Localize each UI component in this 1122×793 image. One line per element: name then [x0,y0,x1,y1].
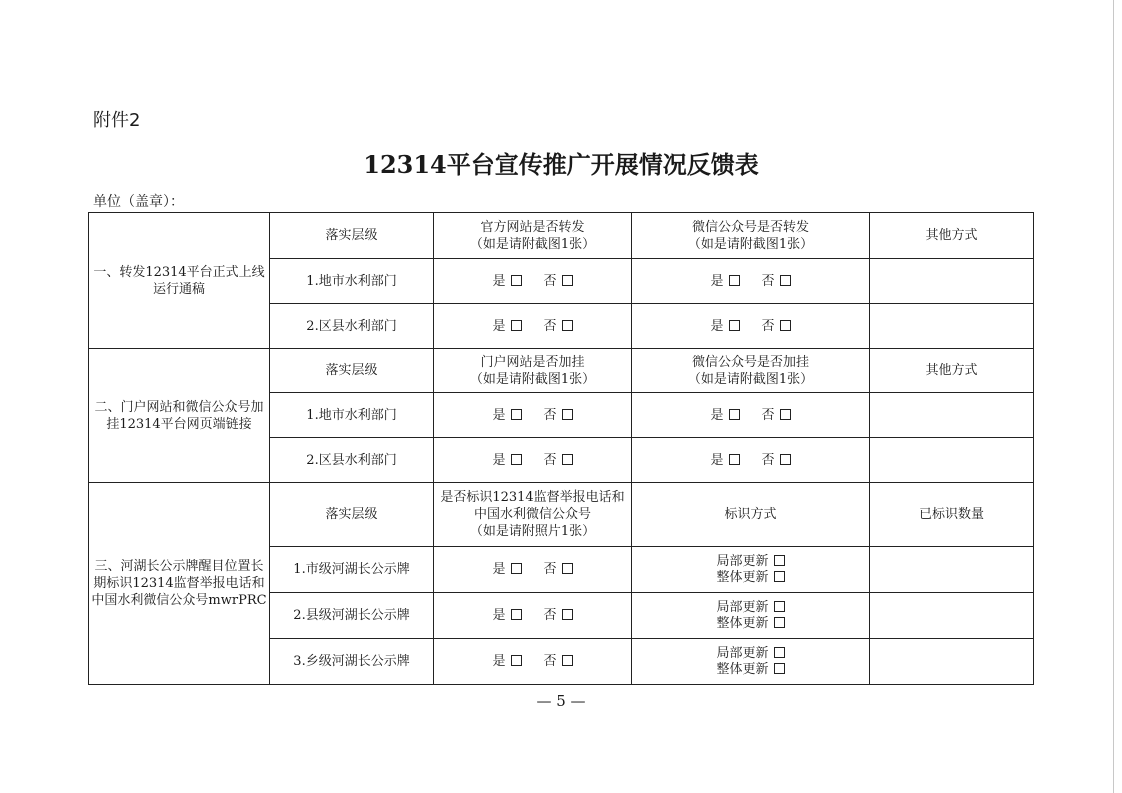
yes-no-choice [632,393,870,438]
other-methods-cell[interactable] [870,393,1034,438]
yes-no-choice [632,304,870,349]
yes-checkbox[interactable] [729,409,740,420]
yes-checkbox[interactable] [511,320,522,331]
no-checkbox[interactable] [562,563,573,574]
no-label: 否 [761,273,775,289]
portal-link-header: 门户网站是否加挂 （如是请附截图1张） [434,349,632,393]
yes-label: 是 [492,608,506,623]
no-checkbox[interactable] [780,409,791,420]
no-label: 否 [543,273,557,289]
update-method-choice [632,639,870,685]
yes-label: 是 [710,407,724,423]
yes-no-choice [434,639,632,685]
marked-count-cell[interactable] [870,639,1034,685]
yes-no-choice [632,259,870,304]
yes-label: 是 [710,318,724,334]
partial-update-label: 局部更新 [716,645,769,661]
yes-label: 是 [492,654,506,669]
level-header: 落实层级 [270,483,434,547]
website-forward-header: 官方网站是否转发 （如是请附截图1张） [434,213,632,259]
section-3-label: 三、河湖长公示牌醒目位置长期标识12314监督举报电话和中国水利微信公众号mwrPRC [89,483,270,685]
update-method-choice [632,593,870,639]
whole-update-label: 整体更新 [716,661,769,677]
whole-update-checkbox[interactable] [774,571,785,582]
no-label: 否 [543,562,557,577]
yes-checkbox[interactable] [511,655,522,666]
wechat-forward-header: 微信公众号是否转发 （如是请附截图1张） [632,213,870,259]
update-method-choice [632,547,870,593]
partial-update-label: 局部更新 [716,599,769,615]
whole-update-checkbox[interactable] [774,663,785,674]
section-1-label: 一、转发12314平台正式上线运行通稿 [89,213,270,349]
no-label: 否 [543,608,557,623]
partial-update-label: 局部更新 [716,553,769,569]
yes-label: 是 [710,452,724,468]
yes-label: 是 [492,562,506,577]
page-edge-line [1113,0,1114,793]
feedback-table [88,212,1034,685]
no-label: 否 [761,318,775,334]
level-header: 落实层级 [270,213,434,259]
row-level-label: 1.市级河湖长公示牌 [270,547,434,593]
row-level-label: 3.乡级河湖长公示牌 [270,639,434,685]
no-checkbox[interactable] [780,275,791,286]
row-level-label: 2.区县水利部门 [270,438,434,483]
marked-count-cell[interactable] [870,593,1034,639]
section-3-header-row [89,483,1034,547]
yes-no-choice [632,438,870,483]
partial-update-checkbox[interactable] [774,647,785,658]
document-title: 12314平台宣传推广开展情况反馈表 [363,150,759,179]
no-checkbox[interactable] [780,320,791,331]
yes-checkbox[interactable] [511,609,522,620]
section-1-header-row [89,213,1034,259]
yes-no-choice [434,304,632,349]
yes-label: 是 [710,273,724,289]
row-level-label: 1.地市水利部门 [270,259,434,304]
hotline-marking-header: 是否标识12314监督举报电话和 中国水利微信公众号 （如是请附照片1张） [434,483,632,547]
whole-update-label: 整体更新 [716,615,769,631]
whole-update-label: 整体更新 [716,569,769,585]
wechat-link-header: 微信公众号是否加挂 （如是请附截图1张） [632,349,870,393]
no-label: 否 [543,407,557,423]
no-label: 否 [543,654,557,669]
other-methods-cell[interactable] [870,438,1034,483]
yes-label: 是 [492,407,506,423]
no-label: 否 [543,452,557,468]
no-label: 否 [761,452,775,468]
row-level-label: 2.区县水利部门 [270,304,434,349]
yes-checkbox[interactable] [511,275,522,286]
yes-no-choice [434,393,632,438]
yes-checkbox[interactable] [729,454,740,465]
yes-checkbox[interactable] [511,409,522,420]
unit-stamp-label: 单位（盖章）： [93,194,184,210]
no-checkbox[interactable] [562,609,573,620]
no-checkbox[interactable] [562,320,573,331]
yes-no-choice [434,547,632,593]
level-header: 落实层级 [270,349,434,393]
other-methods-header: 其他方式 [870,213,1034,259]
no-label: 否 [761,407,775,423]
other-methods-cell[interactable] [870,304,1034,349]
yes-no-choice [434,259,632,304]
section-2-label: 二、门户网站和微信公众号加挂12314平台网页端链接 [89,349,270,483]
partial-update-checkbox[interactable] [774,601,785,612]
no-checkbox[interactable] [562,409,573,420]
other-methods-cell[interactable] [870,259,1034,304]
partial-update-checkbox[interactable] [774,555,785,566]
page-number: — 5 — [536,692,586,710]
yes-checkbox[interactable] [511,454,522,465]
no-checkbox[interactable] [780,454,791,465]
no-label: 否 [543,318,557,334]
yes-label: 是 [492,318,506,334]
whole-update-checkbox[interactable] [774,617,785,628]
marked-count-cell[interactable] [870,547,1034,593]
marked-count-header: 已标识数量 [870,483,1034,547]
yes-no-choice [434,438,632,483]
yes-label: 是 [492,273,506,289]
row-level-label: 2.县级河湖长公示牌 [270,593,434,639]
yes-no-choice [434,593,632,639]
no-checkbox[interactable] [562,275,573,286]
marking-method-header: 标识方式 [632,483,870,547]
no-checkbox[interactable] [562,454,573,465]
attachment-label: 附件2 [93,110,141,131]
section-2-header-row [89,349,1034,393]
no-checkbox[interactable] [562,655,573,666]
yes-checkbox[interactable] [729,275,740,286]
other-methods-header: 其他方式 [870,349,1034,393]
yes-label: 是 [492,452,506,468]
row-level-label: 1.地市水利部门 [270,393,434,438]
yes-checkbox[interactable] [511,563,522,574]
yes-checkbox[interactable] [729,320,740,331]
